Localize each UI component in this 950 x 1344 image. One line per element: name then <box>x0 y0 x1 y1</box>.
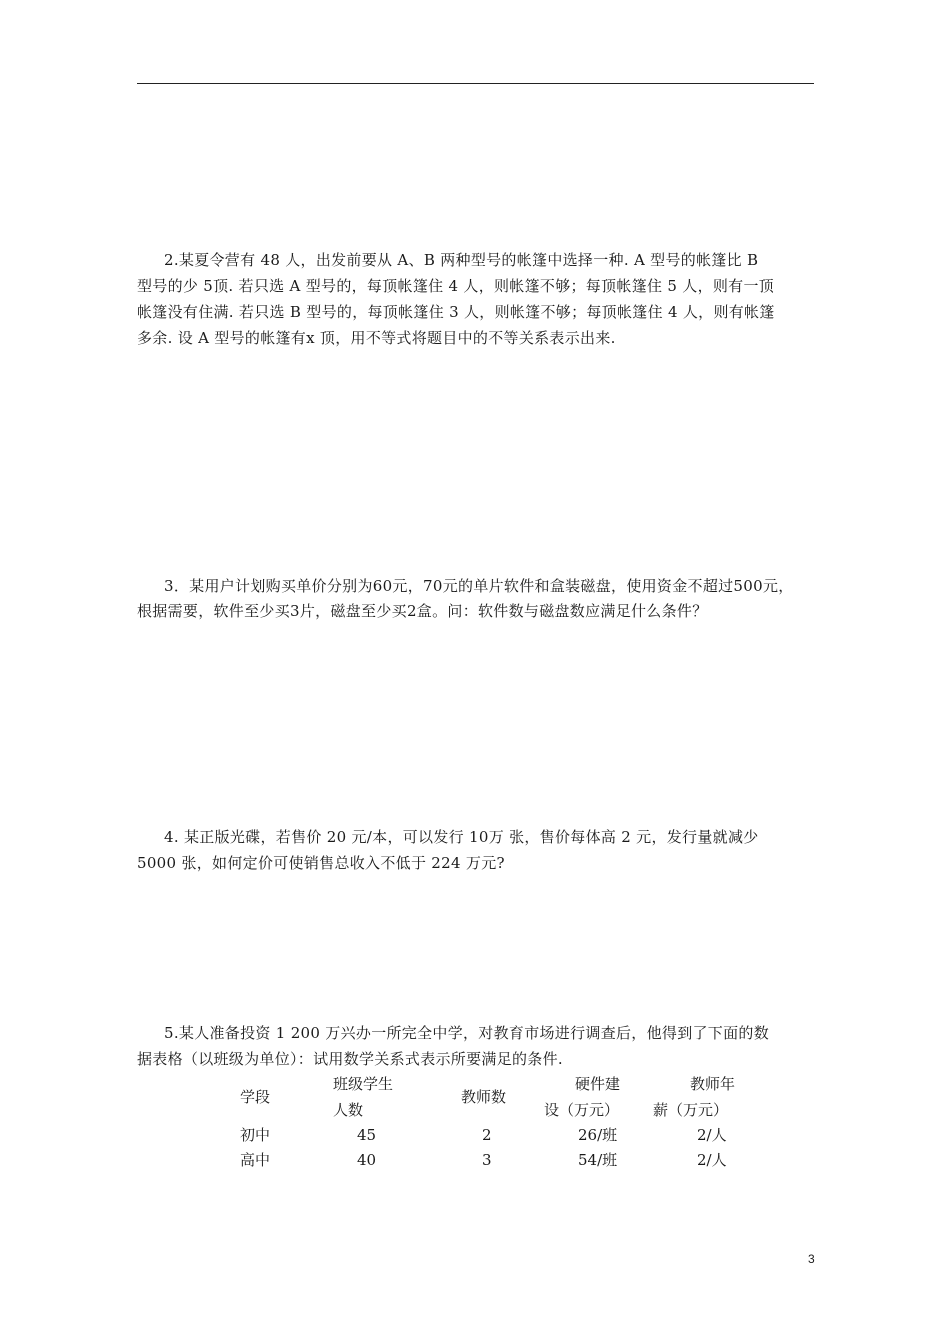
q5-line-2: 据表格（以班级为单位）：试用数学关系式表示所要满足的条件. <box>137 1050 563 1068</box>
header-teachers: 教师数 <box>461 1088 507 1106</box>
q5-line-1: 5.某人准备投资 1 200 万兴办一所完全中学，对教育市场进行调查后，他得到了下面的数 <box>164 1024 769 1042</box>
row-1-stage: 初中 <box>240 1126 271 1144</box>
header-hardware-2: 设（万元） <box>544 1101 620 1119</box>
q4-line-2: 5000 张，如何定价可使销售总收入不低于 224 万元? <box>137 854 505 872</box>
row-1-hardware: 26/班 <box>578 1126 618 1144</box>
row-1-students: 45 <box>357 1126 377 1144</box>
row-2-salary: 2/人 <box>697 1151 727 1169</box>
q4-line-1: 4. 某正版光碟，若售价 20 元/本，可以发行 10万 张，售价每体高 2 元，发行量就减少 <box>164 828 759 846</box>
header-hardware-1: 硬件建 <box>575 1075 621 1093</box>
row-2-teachers: 3 <box>482 1151 492 1169</box>
q2-line-1: 2.某夏令营有 48 人，出发前要从 A、B 两种型号的帐篷中选择一种. A 型号的帐篷比 B <box>164 251 759 269</box>
q2-line-2: 型号的少 5顶. 若只选 A 型号的，每顶帐篷住 4 人，则帐篷不够；每顶帐篷住 5 人，则有一顶 <box>137 277 775 295</box>
row-2-stage: 高中 <box>240 1151 271 1169</box>
q3-line-1: 3．某用户计划购买单价分别为60元，70元的单片软件和盒装磁盘，使用资金不超过500元， <box>164 577 794 595</box>
q2-line-3: 帐篷没有住满. 若只选 B 型号的，每顶帐篷住 3 人，则帐篷不够；每顶帐篷住 4 人，则有帐篷 <box>137 303 775 321</box>
row-1-salary: 2/人 <box>697 1126 727 1144</box>
q3-line-2: 根据需要，软件至少买3片，磁盘至少买2盒。问：软件数与磁盘数应满足什么条件？ <box>137 602 708 620</box>
q2-line-4: 多余. 设 A 型号的帐篷有x 顶，用不等式将题目中的不等关系表示出来. <box>137 329 616 347</box>
row-1-teachers: 2 <box>482 1126 492 1144</box>
row-2-hardware: 54/班 <box>578 1151 618 1169</box>
row-2-students: 40 <box>357 1151 377 1169</box>
header-salary-2: 薪（万元） <box>653 1101 729 1119</box>
page-number: 3 <box>808 1252 815 1266</box>
header-students-2: 人数 <box>333 1101 364 1119</box>
header-stage: 学段 <box>240 1088 271 1106</box>
header-students-1: 班级学生 <box>333 1075 394 1093</box>
header-salary-1: 教师年 <box>690 1075 736 1093</box>
header-rule <box>137 83 814 84</box>
